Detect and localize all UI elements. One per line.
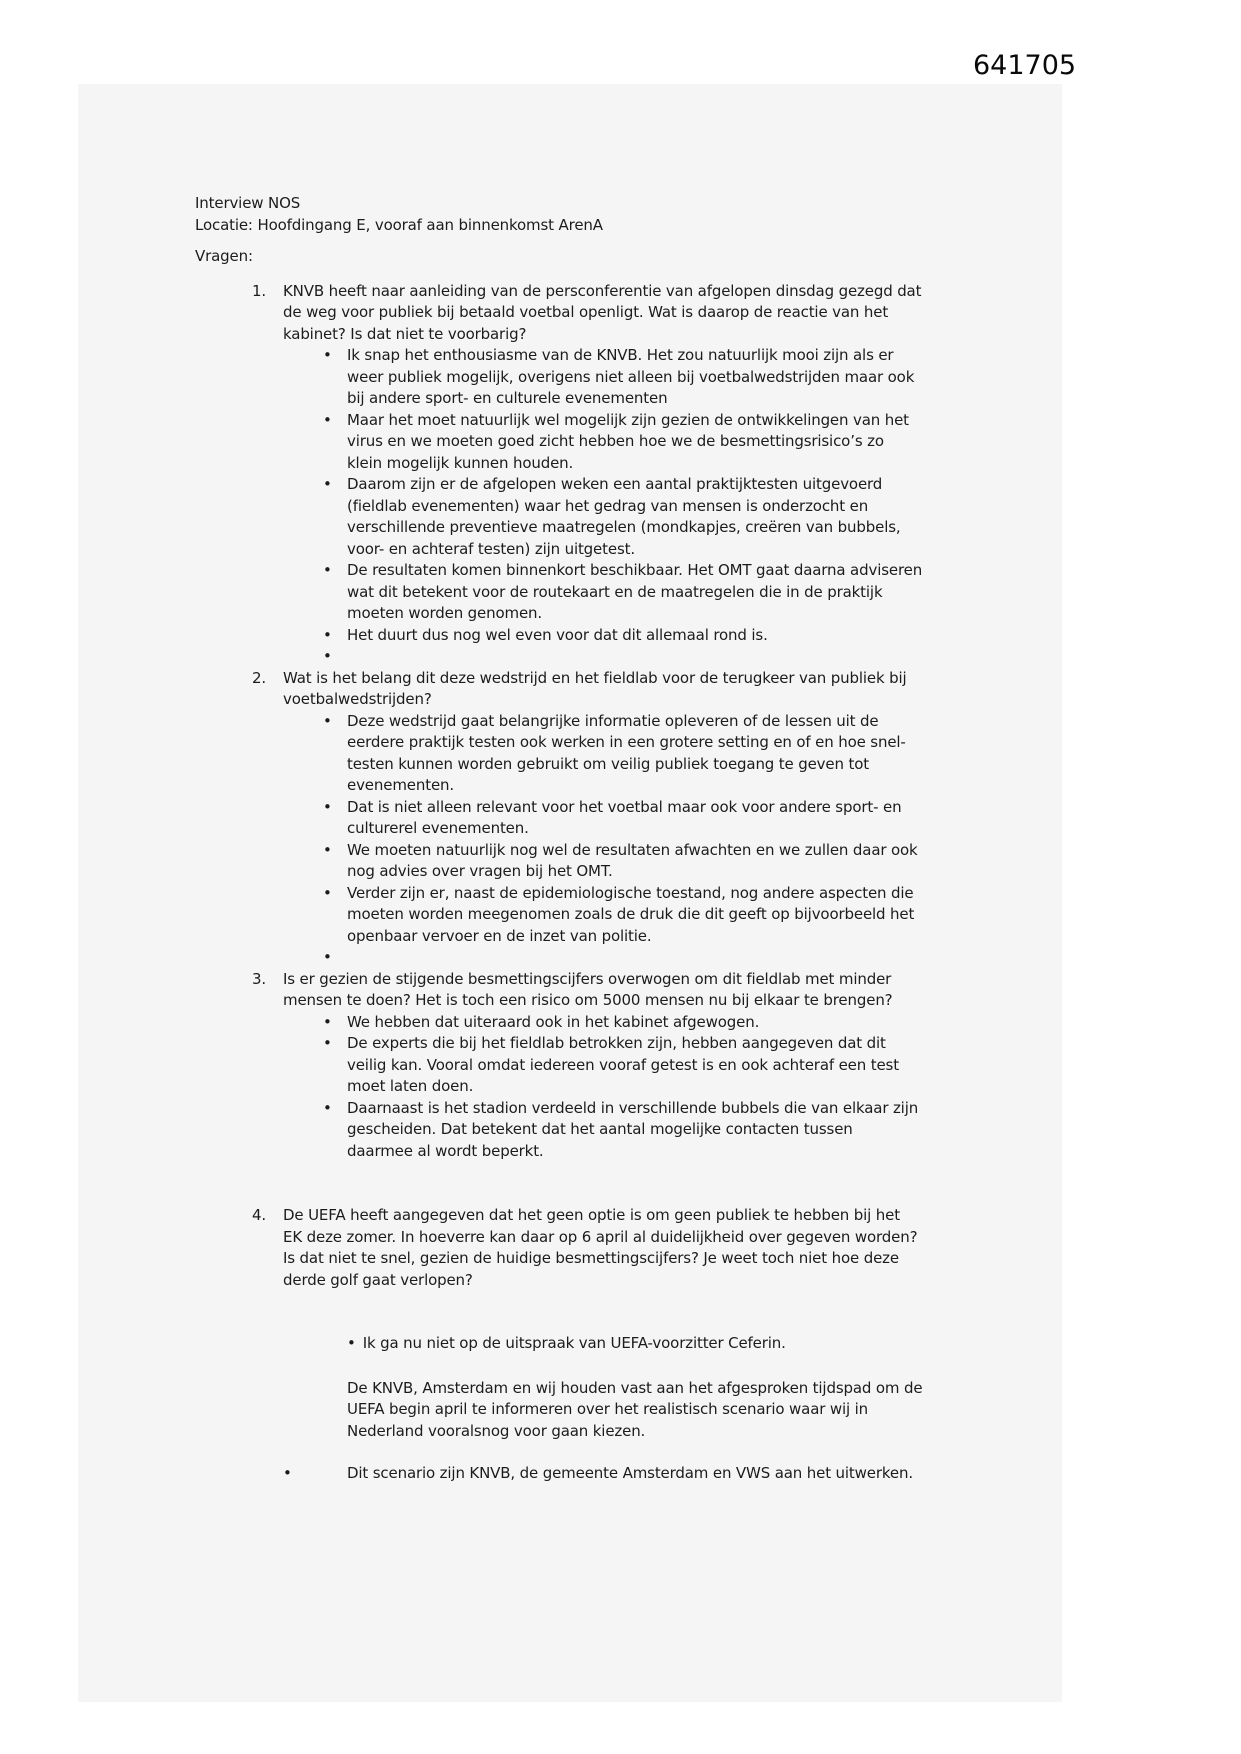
bullet-icon: • [323,625,332,644]
answer-bullet-row [283,1463,923,1485]
answer-text: Daarnaast is het stadion verdeeld in verschillende bubbels die van elkaar zijn gescheiden. Dat betekent dat het aantal mogelijke contacten tussen daarmee al wordt beperkt. [347,1098,919,1160]
answer-bullet-row [283,1012,923,1034]
bullet-icon: • [323,948,332,966]
document-title: Interview NOS [195,194,301,212]
question-number: 3. [252,969,267,988]
answer-bullet-row [283,1033,923,1098]
answer-text: Ik snap het enthousiasme van de KNVB. Het zou natuurlijk mooi zijn als er weer publiek mogelijk, overigens niet alleen bij voetbalwedstrijden maar ook bij andere sport- en culturele evenementen [347,346,915,407]
question-number: 2. [252,668,267,687]
answer-text: Dat is niet alleen relevant voor het voetbal maar ook voor andere sport- en culturerel evenementen. [347,797,902,837]
question-body [283,969,923,1163]
bullet-icon: • [323,561,332,579]
question-text: De UEFA heeft aangegeven dat het geen optie is om geen publiek te hebben bij het EK deze zomer. In hoeverre kan daar op 6 april al duidelijkheid over gegeven worden? Is dat niet te snel, gezien de huidige besmettingscijfers? Je weet toch niet hoe deze derde golf gaat verlopen? [283,1206,918,1289]
answer-bullet-row [283,883,923,948]
question-text: Is er gezien de stijgende besmettingscijfers overwogen om dit fieldlab met minder mensen te doen? Het is toch een risico om 5000 mensen nu bij elkaar te brengen? [283,969,893,1009]
answer-text: De experts die bij het fieldlab betrokken zijn, hebben aangegeven dat dit veilig kan. Vooral omdat iedereen vooraf getest is en ook achteraf een test moet laten doen. [347,1034,899,1095]
bullet-icon: • [323,711,332,730]
answer-bullet-row [283,646,923,668]
question-text: KNVB heeft naar aanleiding van de persconferentie van afgelopen dinsdag gezegd dat de weg voor publiek bij betaald voetbal openligt. Wat is daarop de reactie van het kabinet? Is dat niet te voorbarig? [283,281,922,343]
answer-text: De resultaten komen binnenkort beschikbaar. Het OMT gaat daarna adviseren wat dit betekent voor de routekaart en de maatregelen die in de praktijk moeten worden genomen. [347,561,923,622]
document-location: Locatie: Hoofdingang E, vooraf aan binnenkomst ArenA [195,215,603,234]
bullet-icon: • [323,410,332,429]
bullet-icon: • [323,1034,332,1052]
answer-text: Het duurt dus nog wel even voor dat dit allemaal rond is. [347,625,768,644]
question-number: 1. [252,281,267,300]
question-item [252,281,923,668]
bullet-icon: • [323,840,332,859]
question-item [252,1205,923,1485]
section-label: Vragen: [195,247,253,265]
answer-text [347,947,923,969]
answer-bullet-row [283,797,923,840]
answer-text: Ik ga nu niet op de uitspraak van UEFA-voorzitter Ceferin. [362,1334,786,1352]
answer-text: We hebben dat uiteraard ook in het kabinet afgewogen. [347,1012,760,1031]
question-list [252,281,923,1485]
answer-bullet-row [283,345,923,410]
answer-text: Deze wedstrijd gaat belangrijke informatie opleveren of de lessen uit de eerdere praktijk testen ook werken in een grotere setting en of en hoe snel-testen kunnen worden gebruikt om veilig publiek toegang te geven tot evenementen. [347,711,906,794]
answer-bullet-row [283,625,923,647]
question-number: 4. [252,1206,267,1224]
bullet-icon: • [347,1334,356,1352]
answer-bullet-row [283,410,923,475]
answer-paragraph: De KNVB, Amsterdam en wij houden vast aan het afgesproken tijdspad om de UEFA begin april te informeren over het realistisch scenario waar wij in Nederland vooralsnog voor gaan kiezen. [347,1378,923,1440]
bullet-icon: • [323,475,332,493]
bullet-icon: • [323,1012,332,1031]
bullet-icon: • [323,797,332,816]
answer-bullet-row [283,474,923,560]
answer-text: We moeten natuurlijk nog wel de resultaten afwachten en we zullen daar ook nog advies over vragen bij het OMT. [347,840,918,880]
document-number: 641705 [973,50,1077,81]
answer-bullet-row [283,840,923,883]
bullet-icon: • [323,1098,332,1117]
answer-inline-bullet-row [347,1333,923,1355]
answer-text: Daarom zijn er de afgelopen weken een aantal praktijktesten uitgevoerd (fieldlab evenementen) waar het gedrag van mensen is onderzocht en verschillende preventieve maatregelen (mondkapjes, creëren van bubbels, voor- en achteraf testen) zijn uitgetest. [347,475,901,558]
bullet-icon: • [323,346,332,364]
question-body [283,1205,923,1485]
answer-text: Verder zijn er, naast de epidemiologische toestand, nog andere aspecten die moeten worden meegenomen zoals de druk die dit geeft op bijvoorbeeld het openbaar vervoer en de inzet van politie. [347,883,915,945]
document-content [195,193,923,1485]
question-body [283,281,923,668]
answer-bullet-row [283,947,923,969]
answer-text: Maar het moet natuurlijk wel mogelijk zijn gezien de ontwikkelingen van het virus en we moeten goed zicht hebben hoe we de besmettingsrisico’s zo klein mogelijk kunnen houden. [347,410,909,472]
bullet-icon: • [323,647,332,665]
question-item [252,969,923,1163]
answer-bullet-row [283,711,923,797]
answer-bullet-row [283,1098,923,1163]
bullet-icon: • [323,883,332,902]
question-item [252,668,923,969]
answer-text [347,646,923,668]
bullet-icon: • [283,1464,292,1482]
question-text: Wat is het belang dit deze wedstrijd en het fieldlab voor de terugkeer van publiek bij voetbalwedstrijden? [283,668,907,708]
answer-text: Dit scenario zijn KNVB, de gemeente Amsterdam en VWS aan het uitwerken. [347,1464,913,1482]
answer-bullet-row [283,560,923,625]
question-body [283,668,923,969]
